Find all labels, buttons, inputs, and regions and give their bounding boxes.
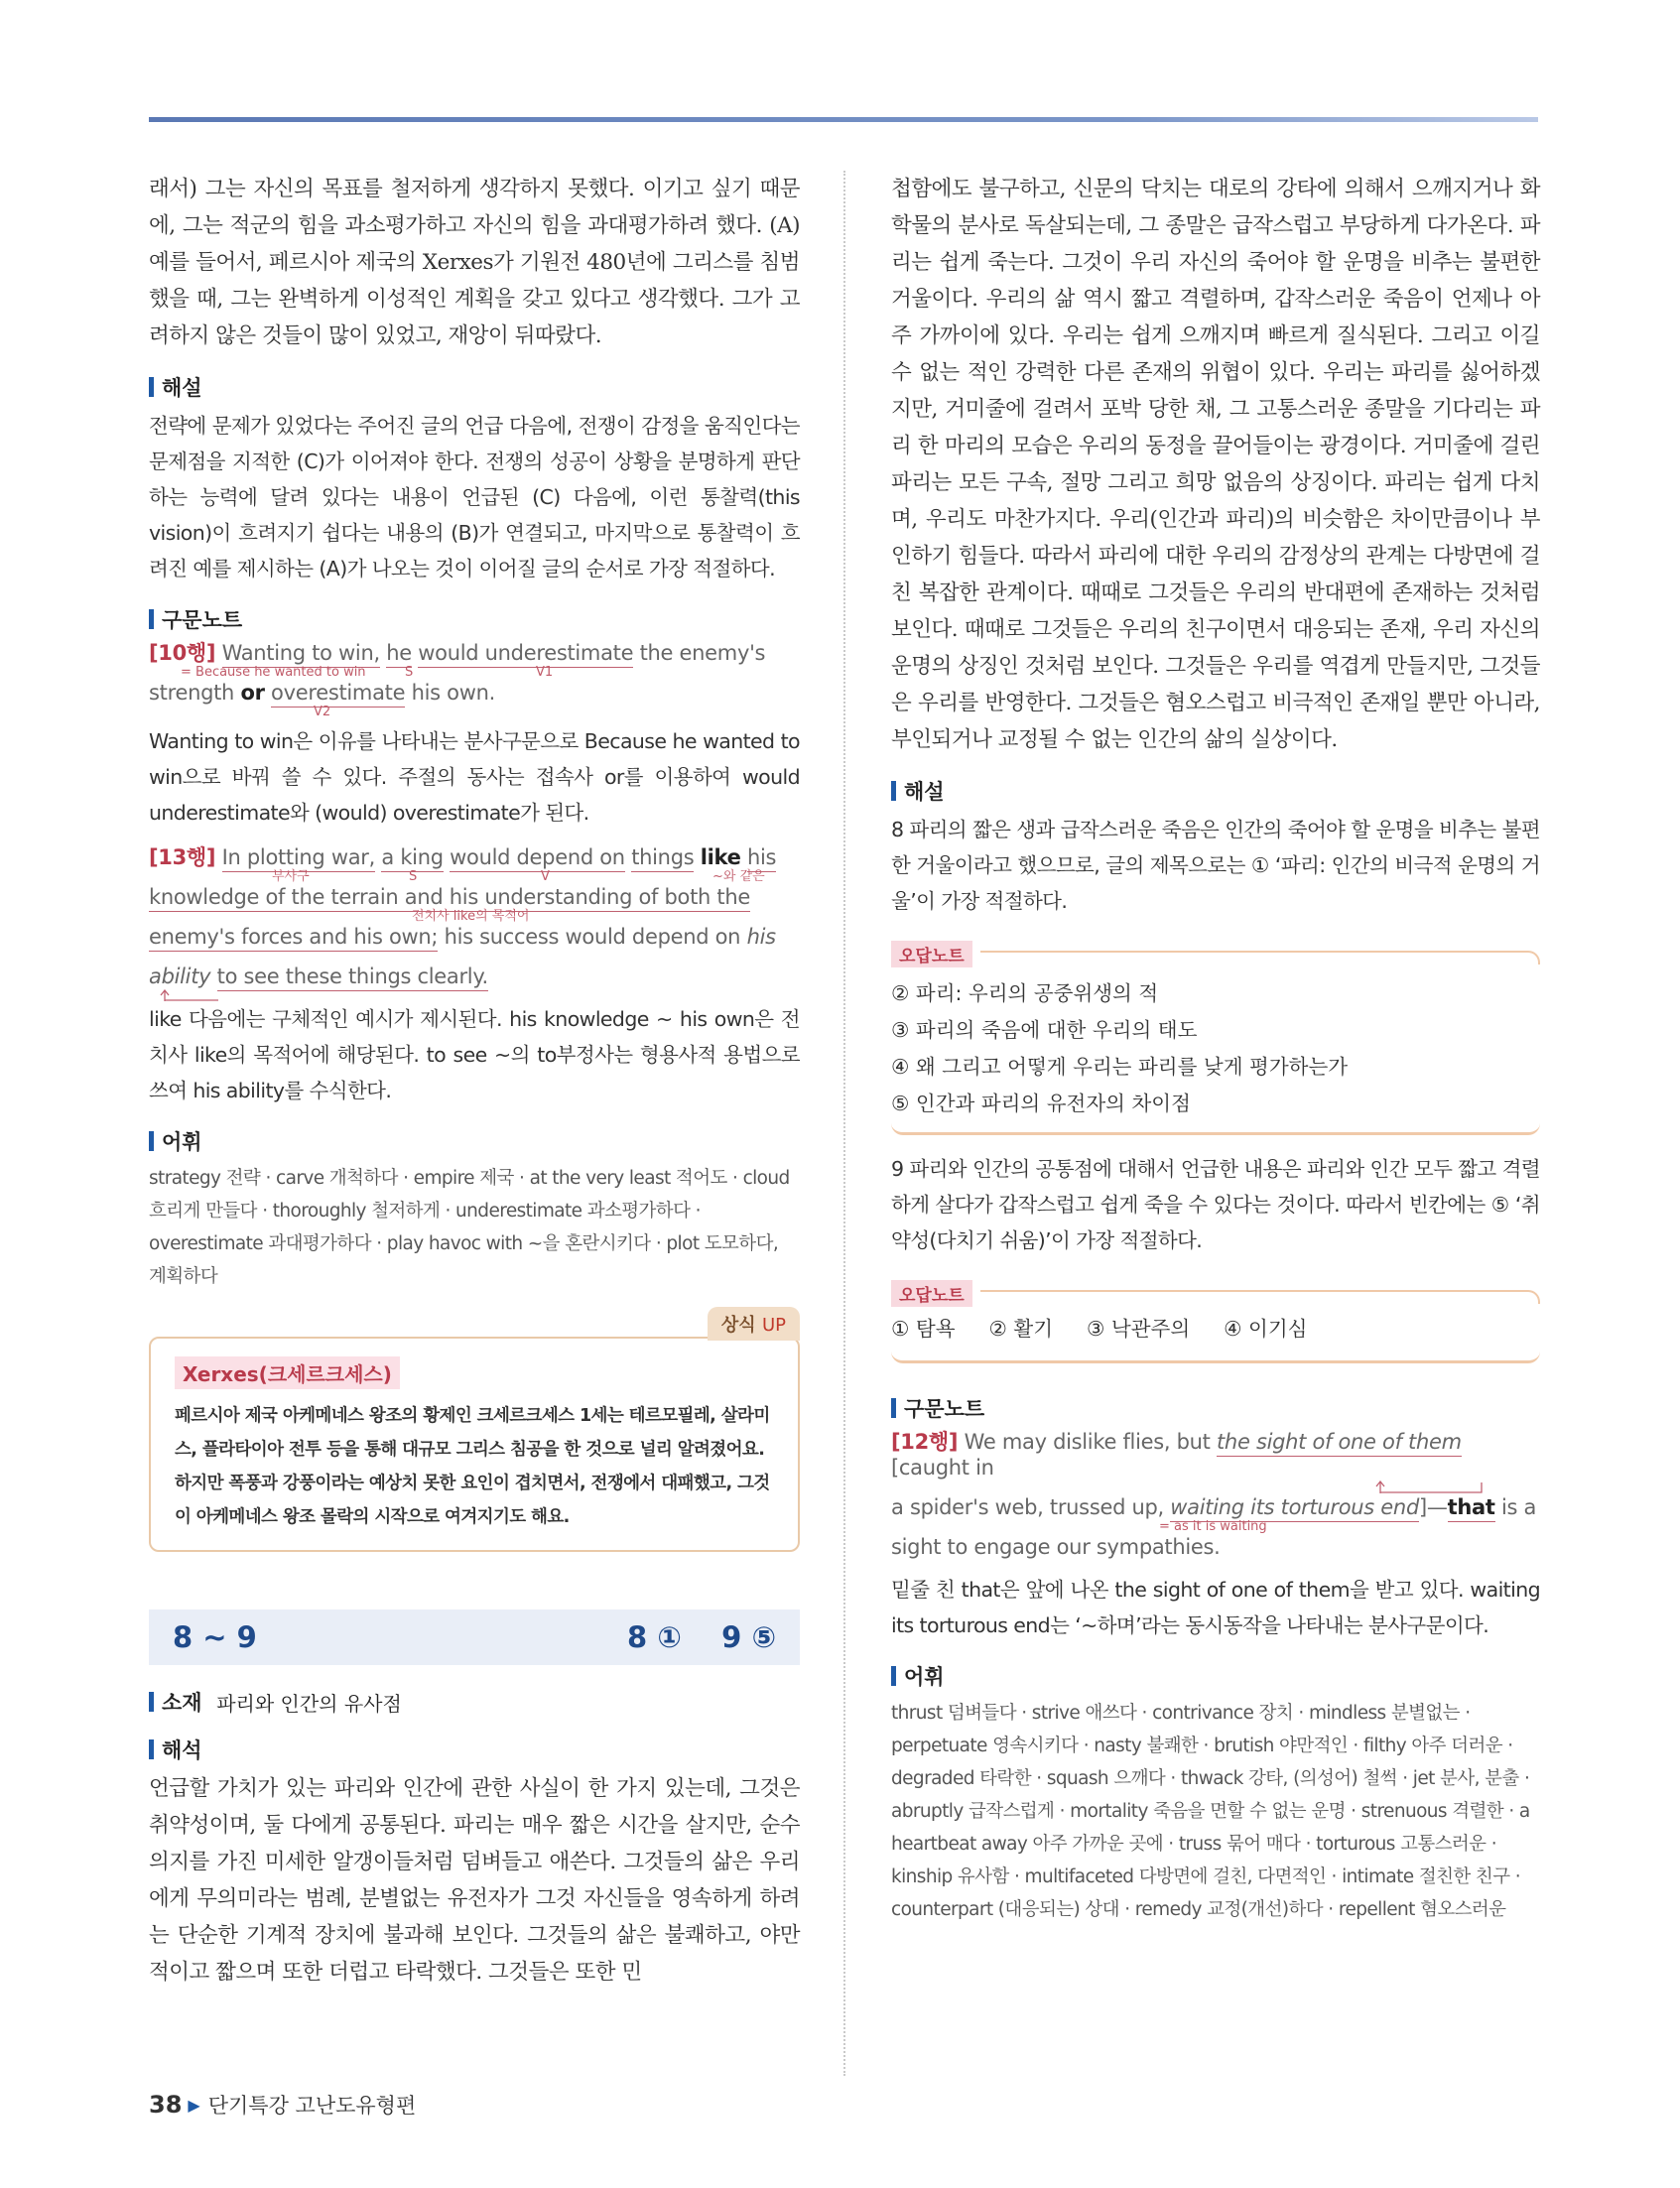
haeseol-9: 9 파리와 인간의 공통점에 대해서 언급한 내용은 파리와 인간 모두 짧고 격렬하게 살다가 갑작스럽고 쉽게 죽을 수 있다는 것이다. 따라서 빈칸에는 ⑤ ‘취약성(다치기 쉬움)’이 가장 적절하다. xyxy=(891,1157,1540,1252)
right-column xyxy=(891,171,1540,1926)
trivia-title: Xerxes(크세르크세스) xyxy=(175,1356,400,1389)
modify-arrow-icon xyxy=(159,989,238,1001)
wrong-answer-item: ② 활기 xyxy=(988,1317,1054,1341)
wrong-answer-note-8 xyxy=(891,941,1540,1135)
syntax-sentence-10: [10행] Wanting to win, he would underestimate the enemy's = Because he wanted to win S V1 strength or overestimate his own. V2 Wanting to win은 이유를 나타내는 분사구문으로 Because he wanted to win으로 바꿔 쓸 수 있다. 주절의 동사는 접속사 or를 이용하여 would underestimate와 (would) overestimate가 된다. xyxy=(149,640,800,831)
section-heading-haeseol: 해설 xyxy=(149,372,800,402)
section-heading-haeseok: 해석 xyxy=(149,1735,800,1764)
wrong-answer-item: ④ 이기심 xyxy=(1224,1317,1308,1341)
column-divider xyxy=(843,171,845,2076)
heading-bar xyxy=(891,1666,896,1686)
answer-bar xyxy=(149,1609,800,1665)
section-heading-vocab-right: 어휘 xyxy=(891,1661,1540,1691)
section-heading-gumun-right: 구문노트 xyxy=(891,1393,1540,1423)
syntax-sentence-13: [13행] In plotting war, a king would depend on things like his 부사구 S V ~와 같은 knowledge of the terrain and his understanding of both the 전치사 like의 목적어 enemy's forces and his own; his success would depend on his ability to see these things clearly. like 다음에는 구체적인 예시가 제시된다. his knowledge ~ his own은 전치사 like의 목적어에 해당된다. to see ~의 to부정사는 형용사적 용법으로 쓰여 his ability를 수식한다. xyxy=(149,844,800,1108)
heading-bar xyxy=(149,377,154,397)
section-heading-haeseol-right: 해설 xyxy=(891,776,1540,806)
modify-arrow-icon xyxy=(1372,1480,1491,1494)
page-number: 38 xyxy=(149,2091,183,2119)
trivia-box xyxy=(149,1315,800,1552)
answer-key: 8 ① 9 ⑤ xyxy=(626,1620,776,1654)
haeseok-text: 언급할 가치가 있는 파리와 인간에 관한 사실이 한 가지 있는데, 그것은 취약성이며, 둘 다에게 공통된다. 파리는 매우 짧은 시간을 살지만, 순수 의지를 가진 미세한 알갱이들처럼 덤벼들고 애쓴다. 그것들의 삶은 우리에게 무의미라는 범례, 분별없는 유전자가 그것 자신들을 영속하게 하려는 단순한 기계적 장치에 불과해 보인다. 그것들의 삶은 불쾌하고, 야만적이고 짧으며 또한 더럽고 타락했다. 그것들은 또한 민 xyxy=(149,1776,800,1985)
section-heading-sojae: 소재 파리와 인간의 유사점 xyxy=(149,1687,800,1717)
book-title: 단기특강 고난도유형편 xyxy=(207,2094,417,2118)
heading-bar xyxy=(149,1131,154,1151)
syntax-explanation-10: Wanting to win은 이유를 나타내는 분사구문으로 Because he wanted to win으로 바꿔 쓸 수 있다. 주절의 동사는 접속사 or를 이용하여 would underestimate와 (would) overestimate가 된다. xyxy=(149,729,800,825)
top-rule xyxy=(149,117,1538,122)
wrong-answer-label: 오답노트 xyxy=(891,941,972,967)
translation-continued-right: 첩함에도 불구하고, 신문의 닥치는 대로의 강타에 의해서 으깨지거나 화학물의 분사로 독살되는데, 그 종말은 급작스럽고 부당하게 다가온다. 파리는 쉽게 죽는다. 그것이 우리 자신의 죽어야 할 운명을 비추는 불편한 거울이다. 우리의 삶 역시 짧고 격렬하며, 갑작스러운 죽음이 언제나 아주 가까이에 있다. 우리는 쉽게 으깨지며 빠르게 질식된다. 그리고 이길 수 없는 적인 강력한 다른 존재의 위협이 있다. 우리는 파리를 싫어하겠지만, 거미줄에 걸려서 포박 당한 채, 그 고통스러운 종말을 기다리는 파리 한 마리의 모습은 우리의 동정을 끌어들이는 광경이다. 거미줄에 걸린 파리는 모든 구속, 절망 그리고 희망 없음의 상징이다. 파리는 쉽게 다치며, 우리도 마찬가지다. 우리(인간과 파리)의 비슷함은 차이만큼이나 부인하기 힘들다. 따라서 파리에 대한 우리의 감정상의 관계는 다방면에 걸친 복잡한 관계이다. 때때로 그것들은 우리의 반대편에 존재하는 것처럼 보인다. 때때로 그것들은 우리의 친구이면서 대응되는 존재, 우리 자신의 운명의 상징인 것처럼 보인다. 그것들은 우리를 역겹게 만들지만, 그것들은 우리를 반영한다. 그것들은 혐오스럽고 비극적인 존재일 뿐만 아니라, 부인되거나 교정될 수 없는 인간의 삶의 실상이다. xyxy=(891,177,1540,752)
vocab-list: strategy 전략 · carve 개척하다 · empire 제국 · at the very least 적어도 · cloud 흐리게 만들다 · thoroughly 철저하게 · underestimate 과소평가하다 · overestimate 과대평가하다 · play havoc with ~을 혼란시키다 · plot 도모하다, 계획하다 xyxy=(149,1168,790,1287)
section-heading-gumun: 구문노트 xyxy=(149,604,800,634)
trivia-text: 페르시아 제국 아케메네스 왕조의 황제인 크세르크세스 1세는 테르모필레, 살라미스, 플라타이아 전투 등을 통해 대규모 그리스 침공을 한 것으로 널리 알려졌어요. 하지만 폭풍과 강풍이라는 예상치 못한 요인이 겹치면서, 전쟁에서 대패했고, 그것이 아케메네스 왕조 몰락의 시작으로 여겨지기도 해요. xyxy=(175,1406,770,1527)
page-footer xyxy=(149,2090,416,2120)
wrong-answer-item: ③ 파리의 죽음에 대한 우리의 태도 xyxy=(891,1018,1198,1042)
heading-bar xyxy=(149,1739,154,1759)
haeseol-text: 전략에 문제가 있었다는 주어진 글의 언급 다음에, 전쟁이 감정을 움직인다는 문제점을 지적한 (C)가 이어져야 한다. 전쟁의 성공이 상황을 분명하게 판단하는 능력에 달려 있다는 내용이 언급된 (C) 다음에, 이런 통찰력(this vision)이 흐려지기 쉽다는 내용의 (B)가 연결되고, 마지막으로 통찰력이 흐려진 예를 제시하는 (A)가 나오는 것이 이어질 글의 순서로 가장 적절하다. xyxy=(149,414,800,580)
vocab-list-right: thrust 덤벼들다 · strive 애쓰다 · contrivance 장치 · mindless 분별없는 · perpetuate 영속시키다 · nasty 불쾌한 · brutish 야만적인 · filthy 아주 더러운 · degraded 타락한 · squash 으깨다 · thwack 강타, (의성어) 철썩 · jet 분사, 분출 · abruptly 급작스럽게 · mortality 죽음을 면할 수 없는 운명 · strenuous 격렬한 · a heartbeat away 아주 가까운 곳에 · truss 묶어 매다 · torturous 고통스러운 · kinship 유사함 · multifaceted 다방면에 걸친, 다면적인 · intimate 절친한 친구 · counterpart (대응되는) 상대 · remedy 교정(개선)하다 · repellent 혐오스러운 xyxy=(891,1703,1530,1920)
heading-bar xyxy=(149,609,154,629)
left-column xyxy=(149,171,800,1991)
modifier-arrow xyxy=(149,989,800,1001)
trivia-badge: 상식 UP xyxy=(708,1307,800,1341)
question-range: 8 ~ 9 xyxy=(173,1620,257,1654)
heading-bar xyxy=(149,1692,154,1712)
wrong-answer-label: 오답노트 xyxy=(891,1280,972,1307)
syntax-explanation-13: like 다음에는 구체적인 예시가 제시된다. his knowledge ~ his own은 전치사 like의 목적어에 해당된다. to see ~의 to부정사는 형용사적 용법으로 쓰여 his ability를 수식한다. xyxy=(149,1007,800,1102)
syntax-sentence-12: [12행] We may dislike flies, but the sight of one of them [caught in a spider's web, trussed up, waiting its torturous end]—that is a = as it is waiting sight to engage our sympathies. 밑줄 친 that은 앞에 나온 the sight of one of them을 받고 있다. waiting its torturous end는 ‘~하며’라는 동시동작을 나타내는 분사구문이다. xyxy=(891,1429,1540,1643)
heading-bar xyxy=(891,1398,896,1418)
translation-continued: 래서) 그는 자신의 목표를 철저하게 생각하지 못했다. 이기고 싶기 때문에, 그는 적군의 힘을 과소평가하고 자신의 힘을 과대평가하려 했다. (A) 예를 들어서, 페르시아 제국의 Xerxes가 기원전 480년에 그리스를 침범했을 때, 그는 완벽하게 이성적인 계획을 갖고 있다고 생각했다. 그가 고려하지 않은 것들이 많이 있었고, 재앙이 뒤따랐다. xyxy=(149,177,800,348)
triangle-right-icon: ▶ xyxy=(188,2095,200,2115)
heading-bar xyxy=(891,781,896,801)
wrong-answer-note-9 xyxy=(891,1280,1540,1363)
wrong-answer-item: ③ 낙관주의 xyxy=(1087,1317,1191,1341)
syntax-explanation-12: 밑줄 친 that은 앞에 나온 the sight of one of them을 받고 있다. waiting its torturous end는 ‘~하며’라는 동시동작을 나타내는 분사구문이다. xyxy=(891,1578,1540,1637)
section-heading-vocab: 어휘 xyxy=(149,1126,800,1156)
wrong-answer-item: ④ 왜 그리고 어떻게 우리는 파리를 낮게 평가하는가 xyxy=(891,1055,1349,1079)
wrong-answer-item: ① 탐욕 xyxy=(891,1317,956,1341)
wrong-answer-item: ⑤ 인간과 파리의 유전자의 차이점 xyxy=(891,1092,1191,1115)
haeseol-8: 8 파리의 짧은 생과 급작스러운 죽음은 인간의 죽어야 할 운명을 비추는 불편한 거울이라고 했으므로, 글의 제목으로는 ① ‘파리: 인간의 비극적 운명의 거울’이 가장 적절하다. xyxy=(891,818,1540,913)
wrong-answer-item: ② 파리: 우리의 공중위생의 적 xyxy=(891,981,1159,1005)
